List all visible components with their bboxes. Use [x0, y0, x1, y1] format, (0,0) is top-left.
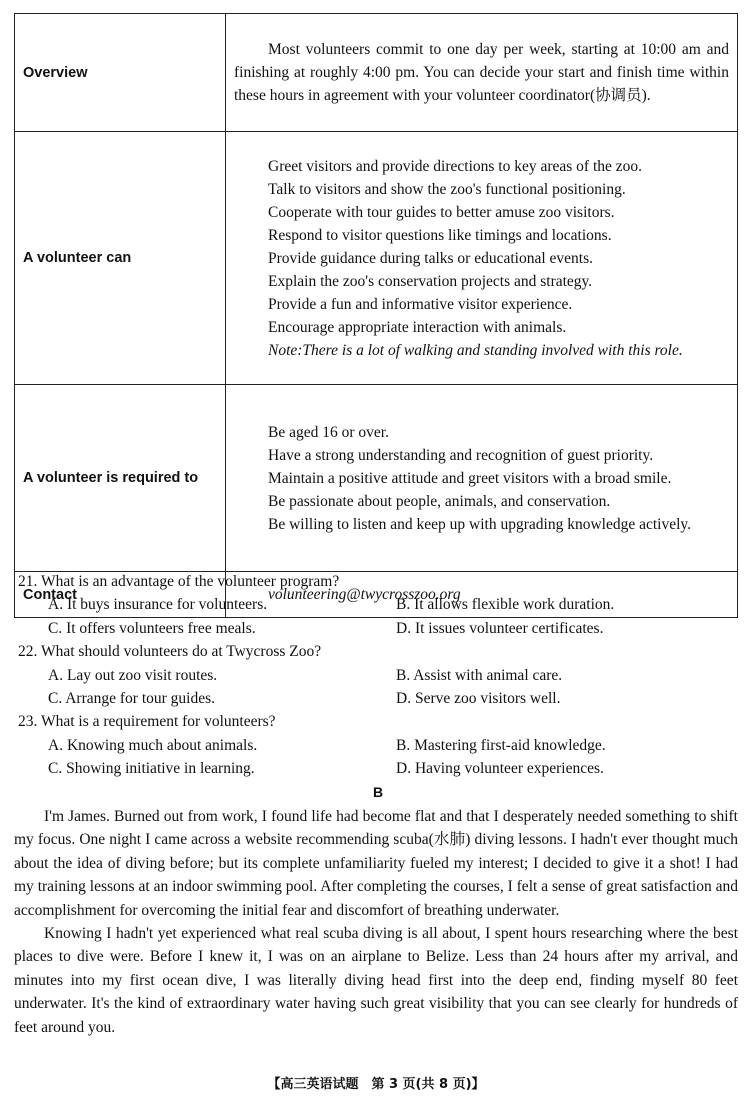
option-c[interactable]: C. Arrange for tour guides. [48, 690, 216, 708]
overview-text: Most volunteers commit to one day per week, starting at 10:00 am and finishing at roughly 4:00 pm. You can decide your start and finish time within these hours in agreement with your volunteer coordinator(协调员). [234, 41, 729, 104]
option-a[interactable]: A. Knowing much about animals. [48, 736, 258, 754]
required-item: Have a strong understanding and recognition of guest priority. [268, 446, 654, 464]
volunteer-can-cell [226, 132, 738, 385]
can-item: Cooperate with tour guides to better amuse zoo visitors. [268, 203, 615, 221]
required-item: Be willing to listen and keep up with upgrading knowledge actively. [268, 515, 692, 533]
required-item: Be passionate about people, animals, and conservation. [268, 492, 611, 510]
option-a[interactable]: A. It buys insurance for volunteers. [48, 596, 268, 614]
can-item: Respond to visitor questions like timings and locations. [268, 226, 612, 244]
option-c[interactable]: C. It offers volunteers free meals. [48, 619, 256, 637]
can-note: Note:There is a lot of walking and standing involved with this role. [268, 341, 683, 359]
question-stem: 22. What should volunteers do at Twycross Zoo? [18, 643, 322, 661]
contact-email[interactable]: volunteering@twycrosszoo.org [268, 586, 461, 603]
volunteer-required-cell [226, 385, 738, 572]
can-item: Greet visitors and provide directions to key areas of the zoo. [268, 157, 643, 175]
option-d[interactable]: D. It issues volunteer certificates. [396, 619, 604, 637]
can-item: Encourage appropriate interaction with animals. [268, 318, 567, 336]
section-b-heading: B [372, 783, 384, 800]
option-c[interactable]: C. Showing initiative in learning. [48, 760, 255, 778]
question-23 [18, 710, 738, 780]
option-d[interactable]: D. Having volunteer experiences. [396, 760, 604, 778]
option-b[interactable]: B. Assist with animal care. [396, 666, 563, 684]
volunteer-info-table [14, 13, 738, 618]
option-b[interactable]: B. Mastering first-aid knowledge. [396, 736, 606, 754]
volunteer-can-row [15, 132, 738, 385]
question-stem: 23. What is a requirement for volunteers? [18, 713, 276, 731]
page-footer: 【高三英语试题 第 3 页(共 8 页)】 [267, 1077, 485, 1092]
questions-block [18, 570, 738, 804]
overview-row [15, 14, 738, 132]
overview-text-cell [226, 14, 738, 132]
question-stem: 21. What is an advantage of the volunteer program? [18, 573, 340, 590]
section-b-passage [14, 805, 738, 1039]
required-item: Be aged 16 or over. [268, 423, 389, 441]
question-21 [18, 570, 738, 640]
volunteer-required-label: A volunteer is required to [15, 385, 226, 572]
volunteer-required-row [15, 385, 738, 572]
overview-label: Overview [15, 14, 226, 132]
passage-paragraph: I'm James. Burned out from work, I found life had become flat and that I desperately needed something to shift my focus. One night I came across a website recommending scuba(水肺) diving lessons. I hadn't ever thought much about the idea of diving before; but its complete unfamiliarity fueled my interest; I decided to give it a shot! I had my training lessons at an indoor swimming pool. After completing the courses, I felt a sense of great satisfaction and accomplishment for overcoming the initial fear and discomfort of breathing underwater. [14, 808, 738, 919]
can-item: Explain the zoo's conservation projects and strategy. [268, 272, 593, 290]
option-a[interactable]: A. Lay out zoo visit routes. [48, 666, 218, 684]
can-item: Provide a fun and informative visitor experience. [268, 295, 573, 313]
can-item: Provide guidance during talks or educational events. [268, 249, 593, 267]
can-item: Talk to visitors and show the zoo's functional positioning. [268, 180, 626, 198]
required-item: Maintain a positive attitude and greet visitors with a broad smile. [268, 469, 672, 487]
option-b[interactable]: B. It allows flexible work duration. [396, 596, 615, 614]
question-22 [18, 640, 738, 710]
passage-paragraph: Knowing I hadn't yet experienced what real scuba diving is all about, I spent hours researching where the best places to dive were. Before I knew it, I was on an airplane to Belize. Less than 24 hours after my arrival, and minutes into my first ocean dive, I was literally diving head first into the deep end, finding myself 80 feet underwater. It's the kind of extraordinary water having such great visibility that you can see clearly for hundreds of feet around you. [14, 925, 738, 1036]
volunteer-can-label: A volunteer can [15, 132, 226, 385]
option-d[interactable]: D. Serve zoo visitors well. [396, 690, 561, 708]
contact-label: Contact [15, 572, 226, 618]
